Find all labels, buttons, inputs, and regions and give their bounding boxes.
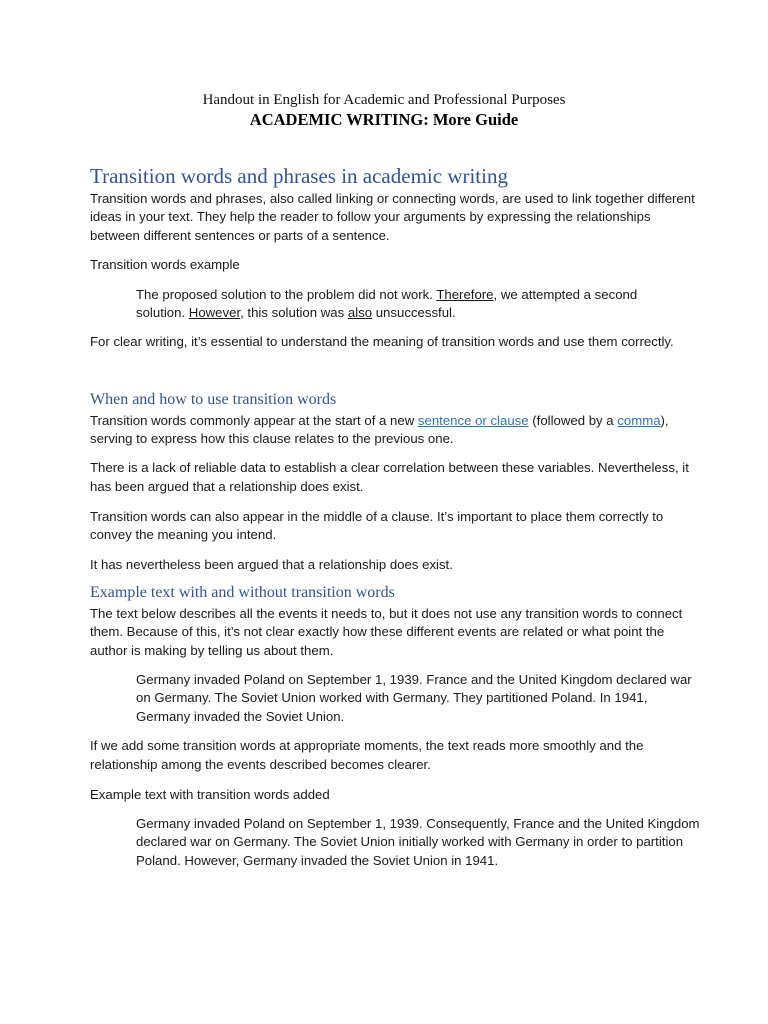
document-subtitle: Handout in English for Academic and Professional Purposes xyxy=(202,92,566,108)
paragraph-line: serving to express how this clause relates to the previous one. xyxy=(90,431,454,446)
example-label: Example text with transition words added xyxy=(90,787,330,802)
paragraph-line: them. Because of this, it’s not clear exactly how these different events are related or what point the xyxy=(90,624,665,639)
paragraph-line: Transition words and phrases, also called linking or connecting words, are used to link together different xyxy=(90,191,695,206)
paragraph-text: Transition words commonly appear at the start of a new xyxy=(90,413,418,428)
underlined-transition-word: However xyxy=(188,305,241,320)
paragraph-line: There is a lack of reliable data to establish a clear correlation between these variables. Nevertheless, it xyxy=(90,460,689,475)
quote-text: , we attempted a second xyxy=(493,287,638,302)
underlined-transition-word: also xyxy=(347,305,373,320)
paragraph-line: It has nevertheless been argued that a relationship does exist. xyxy=(90,557,453,572)
example-quote-line: declared war on Germany. The Soviet Union initially worked with Germany in order to partition xyxy=(136,834,684,849)
paragraph-line: For clear writing, it’s essential to understand the meaning of transition words and use them correctly. xyxy=(90,334,674,349)
quote-text: solution. xyxy=(136,305,189,320)
paragraph-text: ), xyxy=(660,413,669,428)
paragraph-line: convey the meaning you intend. xyxy=(90,527,277,542)
quote-text: unsuccessful. xyxy=(372,305,456,320)
paragraph-line: author is making by telling us about them. xyxy=(90,643,334,658)
example-quote-line: Germany invaded Poland on September 1, 1939. Consequently, France and the United Kingdom xyxy=(136,816,700,831)
example-quote-line: Germany invaded the Soviet Union. xyxy=(136,709,345,724)
comma-link[interactable]: comma xyxy=(617,413,661,428)
paragraph-text: (followed by a xyxy=(528,413,618,428)
underlined-transition-word: Therefore xyxy=(436,287,494,302)
paragraph-line: If we add some transition words at appropriate moments, the text reads more smoothly and the xyxy=(90,738,644,753)
section-heading-when-how: When and how to use transition words xyxy=(90,391,337,408)
example-quote-line: Germany invaded Poland on September 1, 1939. France and the United Kingdom declared war xyxy=(136,672,692,687)
paragraph-line: relationship among the events described becomes clearer. xyxy=(90,757,431,772)
quote-text: , this solution was xyxy=(240,305,348,320)
paragraph-line: ideas in your text. They help the reader to follow your arguments by expressing the relationships xyxy=(90,209,651,224)
section-heading-example-text: Example text with and without transition words xyxy=(90,584,395,601)
example-quote-line xyxy=(136,285,637,304)
paragraph-line: The text below describes all the events it needs to, but it does not use any transition words to connect xyxy=(90,606,683,621)
quote-text: The proposed solution to the problem did not work. xyxy=(136,287,437,302)
document-title: ACADEMIC WRITING: More Guide xyxy=(249,110,519,129)
paragraph-line: between different sentences or parts of a sentence. xyxy=(90,228,390,243)
example-quote-line: Poland. However, Germany invaded the Soviet Union in 1941. xyxy=(136,853,499,868)
paragraph-line xyxy=(90,411,669,430)
paragraph-line: has been argued that a relationship does exist. xyxy=(90,479,364,494)
example-label: Transition words example xyxy=(90,257,240,272)
sentence-or-clause-link[interactable]: sentence or clause xyxy=(417,413,529,428)
example-quote-line: on Germany. The Soviet Union worked with Germany. They partitioned Poland. In 1941, xyxy=(136,690,648,705)
section-heading-transition-words: Transition words and phrases in academic writing xyxy=(90,164,508,188)
paragraph-line: Transition words can also appear in the middle of a clause. It’s important to place them correctly to xyxy=(90,509,664,524)
example-quote-line xyxy=(136,303,456,322)
